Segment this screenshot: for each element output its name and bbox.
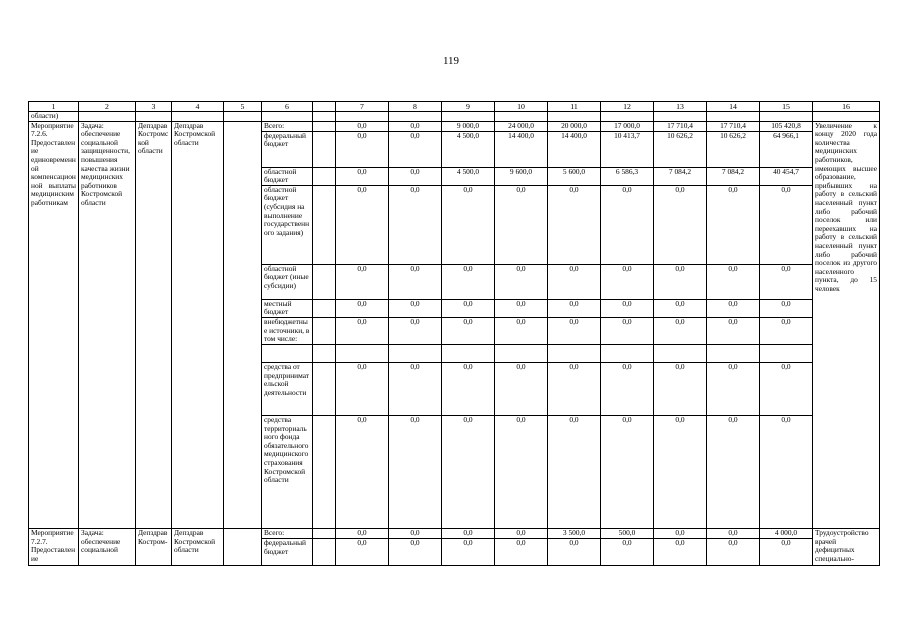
value-cell: 0,0 <box>654 299 707 317</box>
funding-source: местный бюджет <box>262 299 313 317</box>
continuation-text: области) <box>29 112 79 122</box>
value-cell: 0,0 <box>389 415 442 528</box>
column-header: 5 <box>224 102 262 112</box>
measure-executor: Депздрав Костром- <box>136 528 172 565</box>
funding-source: Всего: <box>262 528 313 538</box>
value-cell: 0,0 <box>707 317 760 344</box>
value-cell: 0,0 <box>601 299 654 317</box>
value-cell: 0,0 <box>442 264 495 299</box>
value-cell: 0,0 <box>336 317 389 344</box>
funding-source: областной бюджет <box>262 167 313 185</box>
column-header-spacer <box>313 102 336 112</box>
value-cell: 0,0 <box>495 538 548 565</box>
value-cell: 9 600,0 <box>495 167 548 185</box>
value-cell: 105 420,8 <box>760 121 813 131</box>
value-cell: 0,0 <box>601 264 654 299</box>
value-cell: 0,0 <box>707 362 760 415</box>
value-cell: 0,0 <box>760 299 813 317</box>
value-cell: 0,0 <box>442 415 495 528</box>
value-cell: 0,0 <box>707 415 760 528</box>
value-cell: 0,0 <box>336 185 389 264</box>
value-cell: 0,0 <box>707 538 760 565</box>
column-header: 4 <box>172 102 224 112</box>
value-cell: 0,0 <box>495 185 548 264</box>
value-cell: 0,0 <box>389 317 442 344</box>
value-cell: 0,0 <box>495 415 548 528</box>
funding-source: Всего: <box>262 121 313 131</box>
value-cell: 64 966,1 <box>760 131 813 167</box>
funding-source: федеральный бюджет <box>262 131 313 167</box>
value-cell: 0,0 <box>548 299 601 317</box>
measure-coexecutor: Депздрав Костромской области <box>172 528 224 565</box>
column-header: 1 <box>29 102 79 112</box>
measure-task: Задача: обеспечение социальной <box>79 528 136 565</box>
value-cell: 14 400,0 <box>495 131 548 167</box>
value-cell: 0,0 <box>760 317 813 344</box>
value-cell: 20 000,0 <box>548 121 601 131</box>
value-cell: 0,0 <box>442 528 495 538</box>
value-cell: 0,0 <box>760 415 813 528</box>
value-cell: 10 626,2 <box>654 131 707 167</box>
value-cell: 0,0 <box>548 362 601 415</box>
funding-source: федеральный бюджет <box>262 538 313 565</box>
value-cell: 0,0 <box>760 538 813 565</box>
value-cell: 24 000,0 <box>495 121 548 131</box>
value-cell: 0,0 <box>654 415 707 528</box>
funding-source: внебюджетные источники, в том числе: <box>262 317 313 344</box>
budget-table <box>28 101 880 566</box>
value-cell: 9 000,0 <box>442 121 495 131</box>
measure-name: Мероприятие 7.2.7. Предоставление <box>29 528 79 565</box>
continuation-row <box>29 112 880 122</box>
table-row <box>29 528 880 538</box>
value-cell: 0,0 <box>389 121 442 131</box>
measure-result: Трудоустройство врачей дефицитных специально- <box>813 528 880 565</box>
measure-col5 <box>224 528 262 565</box>
measure-coexecutor: Депздрав Костромской области <box>172 121 224 528</box>
value-cell: 0,0 <box>707 264 760 299</box>
value-cell: 0,0 <box>389 538 442 565</box>
value-cell: 0,0 <box>654 185 707 264</box>
value-cell: 0,0 <box>336 131 389 167</box>
value-cell: 0,0 <box>389 185 442 264</box>
value-cell: 0,0 <box>601 362 654 415</box>
value-cell: 0,0 <box>495 299 548 317</box>
value-cell: 0,0 <box>548 317 601 344</box>
value-cell: 0,0 <box>336 362 389 415</box>
value-cell: 0,0 <box>707 528 760 538</box>
value-cell: 4 500,0 <box>442 167 495 185</box>
value-cell: 0,0 <box>707 299 760 317</box>
value-cell: 4 500,0 <box>442 131 495 167</box>
value-cell: 7 084,2 <box>654 167 707 185</box>
value-cell: 6 586,3 <box>601 167 654 185</box>
value-cell: 0,0 <box>389 264 442 299</box>
value-cell: 14 400,0 <box>548 131 601 167</box>
value-cell: 0,0 <box>654 362 707 415</box>
column-header: 6 <box>262 102 313 112</box>
column-header: 15 <box>760 102 813 112</box>
value-cell: 0,0 <box>760 185 813 264</box>
value-cell: 0,0 <box>336 299 389 317</box>
value-cell: 5 600,0 <box>548 167 601 185</box>
page-number: 119 <box>442 55 460 67</box>
value-cell: 0,0 <box>654 528 707 538</box>
value-cell: 0,0 <box>442 317 495 344</box>
funding-source: средства от предпринимательской деятельности <box>262 362 313 415</box>
value-cell: 0,0 <box>760 264 813 299</box>
column-header: 9 <box>442 102 495 112</box>
value-cell: 10 626,2 <box>707 131 760 167</box>
measure-col5 <box>224 121 262 528</box>
value-cell: 0,0 <box>336 167 389 185</box>
value-cell: 17 710,4 <box>654 121 707 131</box>
value-cell: 0,0 <box>389 362 442 415</box>
value-cell: 0,0 <box>548 538 601 565</box>
column-header: 3 <box>136 102 172 112</box>
value-cell: 0,0 <box>336 264 389 299</box>
value-cell: 17 710,4 <box>707 121 760 131</box>
measure-name: Мероприятие 7.2.6. Предоставление единовременной компенсационной выплаты медицинским работникам <box>29 121 79 528</box>
value-cell: 0,0 <box>548 415 601 528</box>
column-number-row <box>29 102 880 112</box>
value-cell: 0,0 <box>389 299 442 317</box>
value-cell: 0,0 <box>707 185 760 264</box>
value-cell: 10 413,7 <box>601 131 654 167</box>
column-header: 10 <box>495 102 548 112</box>
value-cell: 0,0 <box>442 185 495 264</box>
column-header: 2 <box>79 102 136 112</box>
value-cell: 0,0 <box>442 299 495 317</box>
value-cell: 17 000,0 <box>601 121 654 131</box>
column-header: 8 <box>389 102 442 112</box>
value-cell: 0,0 <box>336 415 389 528</box>
value-cell: 4 000,0 <box>760 528 813 538</box>
value-cell: 0,0 <box>760 362 813 415</box>
value-cell: 0,0 <box>442 362 495 415</box>
value-cell: 0,0 <box>336 528 389 538</box>
value-cell: 0,0 <box>495 317 548 344</box>
measure-executor: Депздрав Костромской области <box>136 121 172 528</box>
funding-source: областной бюджет (иные субсидии) <box>262 264 313 299</box>
value-cell: 0,0 <box>336 538 389 565</box>
value-cell: 0,0 <box>601 185 654 264</box>
value-cell: 0,0 <box>495 362 548 415</box>
column-header: 16 <box>813 102 880 112</box>
value-cell: 0,0 <box>654 538 707 565</box>
column-header: 11 <box>548 102 601 112</box>
funding-source: средства территориального фонда обязательного медицинского страхования Костромской области <box>262 415 313 528</box>
value-cell: 0,0 <box>389 131 442 167</box>
value-cell: 0,0 <box>601 317 654 344</box>
funding-source: областной бюджет (субсидия на выполнение государственного задания) <box>262 185 313 264</box>
column-header: 14 <box>707 102 760 112</box>
value-cell: 500,0 <box>601 528 654 538</box>
column-header: 7 <box>336 102 389 112</box>
measure-task: Задача: обеспечение социальной защищенности, повышения качества жизни медицинских работников Костромской области <box>79 121 136 528</box>
column-header: 12 <box>601 102 654 112</box>
funding-source-spacer <box>262 344 313 362</box>
value-cell: 0,0 <box>601 538 654 565</box>
value-cell: 0,0 <box>654 317 707 344</box>
value-cell: 3 500,0 <box>548 528 601 538</box>
value-cell: 0,0 <box>389 528 442 538</box>
value-cell: 0,0 <box>654 264 707 299</box>
value-cell: 0,0 <box>336 121 389 131</box>
value-cell: 0,0 <box>495 528 548 538</box>
value-cell: 0,0 <box>442 538 495 565</box>
value-cell: 0,0 <box>601 415 654 528</box>
value-cell: 0,0 <box>548 264 601 299</box>
value-cell: 0,0 <box>548 185 601 264</box>
value-cell: 40 454,7 <box>760 167 813 185</box>
column-header: 13 <box>654 102 707 112</box>
value-cell: 7 084,2 <box>707 167 760 185</box>
value-cell: 0,0 <box>495 264 548 299</box>
measure-result: Увеличение к концу 2020 года количества медицинских работников, имеющих высшее образование, прибывших на работу в сельский населенный пункт либо рабочий поселок или переехавших на работу в сельский населенный пункт либо рабочий поселок из другого населенного пункта, до 15 человек <box>813 121 880 528</box>
table-row <box>29 121 880 131</box>
value-cell: 0,0 <box>389 167 442 185</box>
